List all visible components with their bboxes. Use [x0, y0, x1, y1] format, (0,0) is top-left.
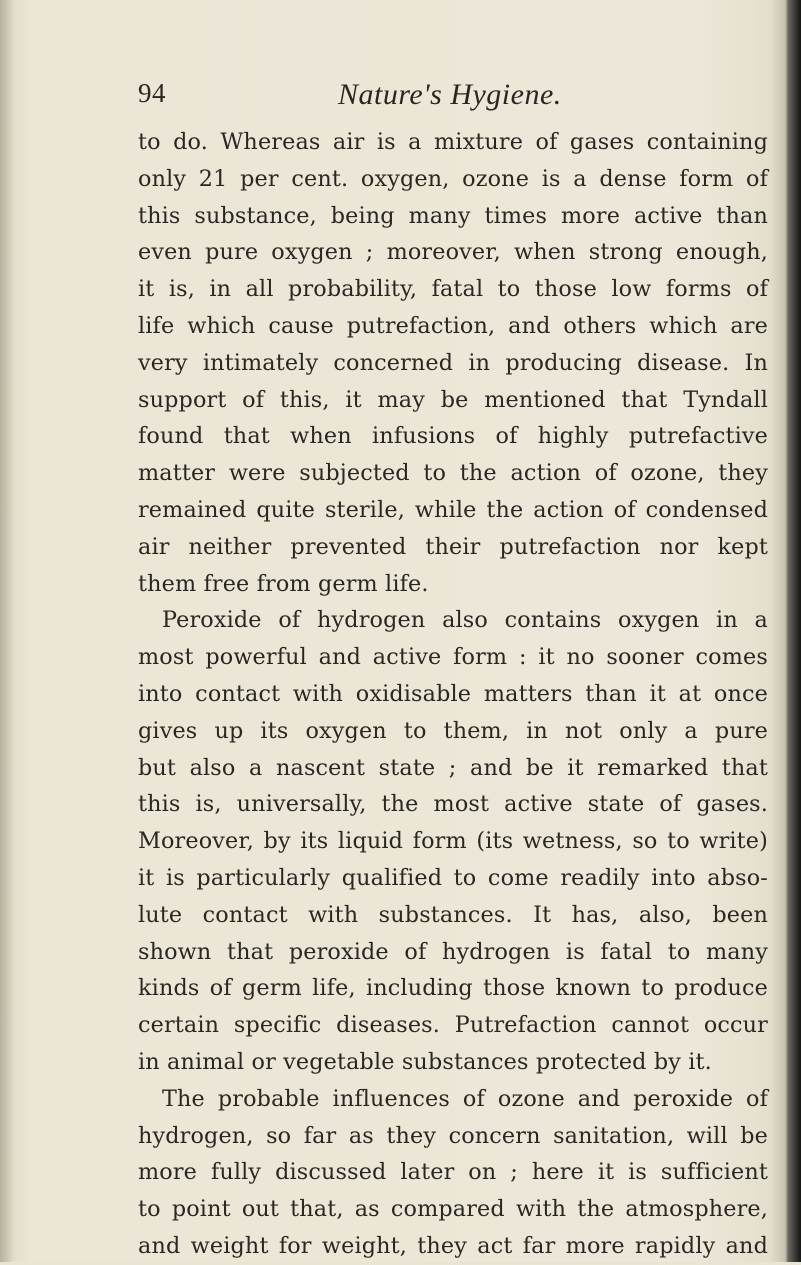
text-line: lute contact with substances. It has, also, been	[138, 901, 768, 928]
text-line: but also a nascent state ; and be it remarked that	[138, 754, 768, 781]
text-line: kinds of germ life, including those known to produce	[138, 975, 768, 1002]
text-line: very intimately concerned in producing disease. In	[138, 349, 768, 376]
page-edge	[788, 0, 801, 1262]
text-line: to point out that, as compared with the atmosphere,	[138, 1196, 768, 1223]
text-line: most powerful and active form : it no sooner comes	[138, 644, 768, 671]
page-number: 94	[138, 78, 166, 108]
text-line: it is particularly qualified to come readily into abso-	[138, 864, 768, 891]
text-line: certain specific diseases. Putrefaction cannot occur	[138, 1012, 768, 1039]
text-line: more fully discussed later on ; here it is sufficient	[138, 1159, 768, 1186]
text-line: air neither prevented their putrefaction nor kept	[138, 533, 768, 560]
page-gutter-shadow	[0, 0, 14, 1262]
text-line: matter were subjected to the action of ozone, they	[138, 460, 768, 487]
text-line: and weight for weight, they act far more rapidly and	[138, 1232, 768, 1259]
text-line: even pure oxygen ; moreover, when strong enough,	[138, 239, 768, 266]
text-line: support of this, it may be mentioned that Tyndall	[138, 386, 768, 413]
text-line: life which cause putrefaction, and others which are	[138, 312, 768, 339]
running-header	[138, 78, 778, 118]
text-line: remained quite sterile, while the action of condensed	[138, 496, 768, 523]
text-line: gives up its oxygen to them, in not only a pure	[138, 717, 768, 744]
text-line: it is, in all probability, fatal to those low forms of	[138, 276, 768, 303]
text-line: Moreover, by its liquid form (its wetness, so to write)	[138, 828, 768, 855]
text-line: in animal or vegetable substances protected by it.	[138, 1048, 712, 1075]
text-line: into contact with oxidisable matters than it at once	[138, 680, 768, 707]
text-line: this is, universally, the most active state of gases.	[138, 791, 768, 818]
text-line: to do. Whereas air is a mixture of gases containing	[138, 129, 768, 155]
text-line: shown that peroxide of hydrogen is fatal to many	[138, 938, 768, 965]
text-line: this substance, being many times more active than	[138, 202, 768, 229]
running-title: Nature's Hygiene.	[338, 78, 562, 111]
text-line: Peroxide of hydrogen also contains oxygen in a	[162, 607, 768, 634]
text-line: found that when infusions of highly putrefactive	[138, 423, 768, 450]
text-line: hydrogen, so far as they concern sanitation, will be	[138, 1122, 768, 1149]
text-line: them free from germ life.	[138, 570, 429, 597]
body-text	[138, 124, 768, 1265]
text-line: only 21 per cent. oxygen, ozone is a dense form of	[138, 165, 768, 192]
text-line: The probable influences of ozone and peroxide of	[162, 1085, 768, 1112]
